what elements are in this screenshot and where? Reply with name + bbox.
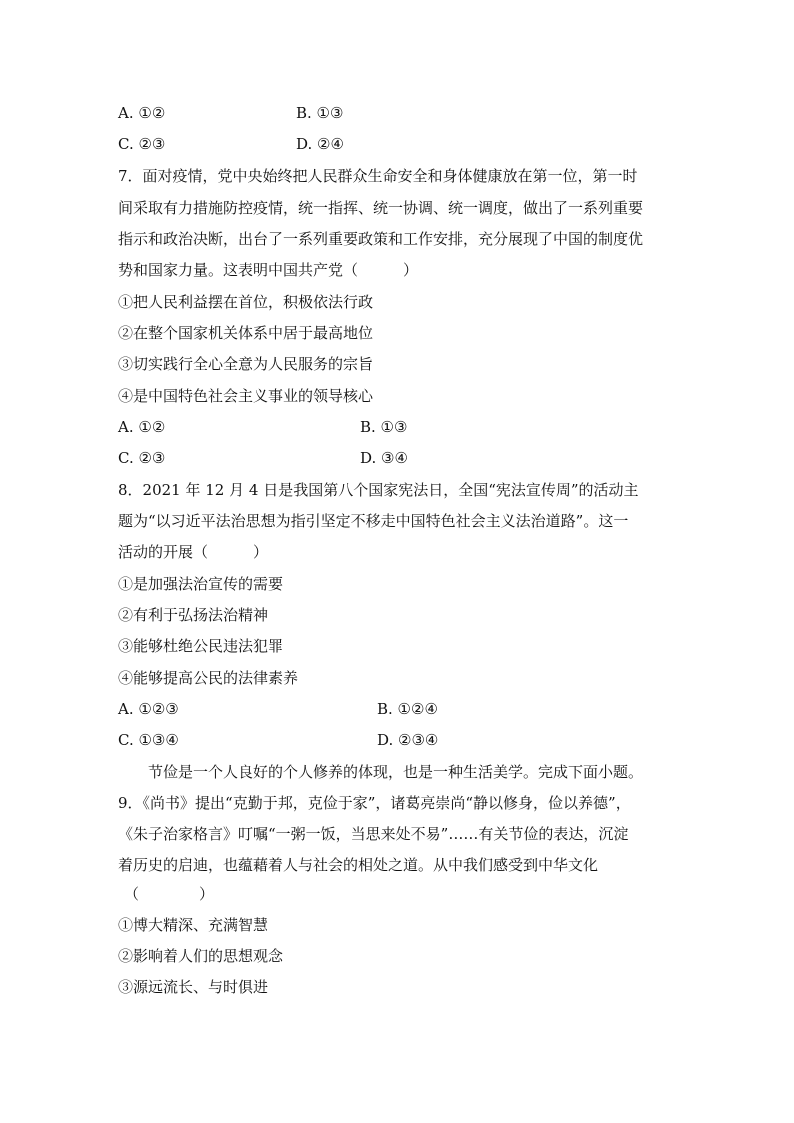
q8-stem-line-1: 8．2021 年 12 月 4 日是我国第八个国家宪法日，全国“宪法宣传周”的活动主 [118,481,639,499]
q9-stem-line-1: 9．《尚书》提出“克勤于邦，克俭于家”，诸葛亮崇尚“静以修身，俭以养德”， [118,794,631,812]
q9-statement-2: ②影响着人们的思想观念 [118,947,284,965]
prev-option-d[interactable]: D. ②④ [296,135,344,153]
q8-option-a[interactable]: A. ①②③ [118,700,179,718]
q7-option-c[interactable]: C. ②③ [118,449,166,467]
q7-stem-line-3: 指示和政治决断，出台了一系列重要政策和工作安排，充分展现了中国的制度优 [118,230,644,248]
q8-stem-line-2: 题为“以习近平法治思想为指引坚定不移走中国特色社会主义法治道路”。这一 [118,512,629,530]
q8-option-c[interactable]: C. ①③④ [118,731,179,749]
q9-stem-line-4: （ ） [124,885,215,903]
q8-statement-3: ③能够杜绝公民违法犯罪 [118,637,284,655]
q8-stem-line-3: 活动的开展（ ） [118,543,269,561]
q8-statement-2: ②有利于弘扬法治精神 [118,606,269,624]
q9-stem-line-3: 着历史的启迪，也蕴藉着人与社会的相处之道。从中我们感受到中华文化 [118,856,599,874]
q7-stem-line-2: 间采取有力措施防控疫情，统一指挥、统一协调、统一调度，做出了一系列重要 [118,199,644,217]
q7-statement-1: ①把人民利益摆在首位，积极依法行政 [118,293,374,311]
q7-stem-line-1: 7．面对疫情，党中央始终把人民群众生命安全和身体健康放在第一位，第一时 [118,167,638,185]
q8-option-d[interactable]: D. ②③④ [377,731,439,749]
q7-statement-3: ③切实践行全心全意为人民服务的宗旨 [118,355,374,373]
prev-option-a[interactable]: A. ①② [118,104,166,122]
q9-stem-line-2: 《朱子治家格言》叮嘱“一粥一饭，当思来处不易”……有关节俭的表达，沉淀 [118,825,629,843]
q7-statement-2: ②在整个国家机关体系中居于最高地位 [118,324,374,342]
q7-option-d[interactable]: D. ③④ [360,449,408,467]
q8-statement-4: ④能够提高公民的法律素养 [118,669,299,687]
q8-option-b[interactable]: B. ①②④ [377,700,438,718]
q7-option-a[interactable]: A. ①② [118,418,166,436]
prev-option-b[interactable]: B. ①③ [296,104,344,122]
q7-stem-line-4: 势和国家力量。这表明中国共产党（ ） [118,261,419,279]
prev-option-c[interactable]: C. ②③ [118,135,166,153]
q9-statement-3: ③源远流长、与时俱进 [118,978,269,996]
section-intro: 节俭是一个人良好的个人修养的体现，也是一种生活美学。完成下面小题。 [148,763,644,781]
q7-option-b[interactable]: B. ①③ [360,418,408,436]
q9-statement-1: ①博大精深、充满智慧 [118,916,269,934]
q7-statement-4: ④是中国特色社会主义事业的领导核心 [118,387,374,405]
q8-statement-1: ①是加强法治宣传的需要 [118,575,284,593]
